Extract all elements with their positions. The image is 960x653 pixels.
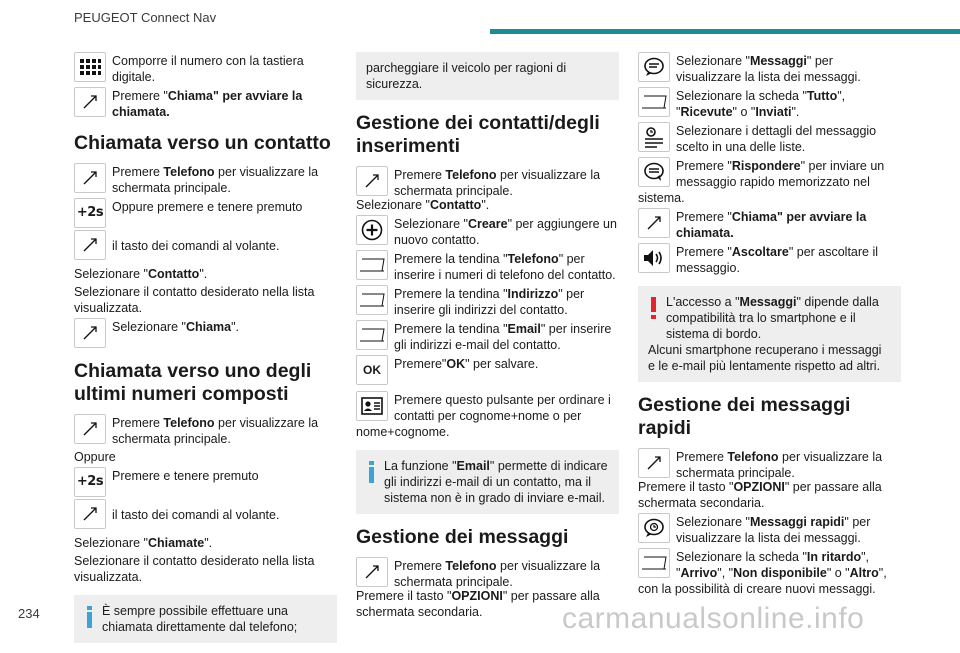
instruction-row	[638, 52, 901, 85]
instruction-text: Premere Telefono per visualizzare la schermata principale.	[112, 416, 319, 446]
long-press-icon: +2s	[74, 467, 106, 497]
instruction-row	[356, 391, 619, 424]
instruction-row	[638, 243, 901, 276]
instruction-text: il tasto dei comandi al volante.	[112, 239, 280, 253]
instruction-text: Selezionare i dettagli del messaggio scelto in una delle liste.	[676, 124, 877, 154]
info-note-continued	[356, 52, 619, 100]
instruction-row	[638, 87, 901, 120]
instruction-row	[356, 320, 619, 353]
instruction-row	[356, 215, 619, 248]
instruction-text: Comporre il numero con la tastiera digitale.	[112, 54, 304, 84]
instruction-text: Premere Telefono per visualizzare la schermata principale.	[394, 559, 601, 589]
paragraph: Selezionare "Contatto".	[356, 198, 490, 212]
instruction-row	[638, 208, 901, 241]
touch-icon	[74, 499, 106, 529]
dropdown-field-icon	[356, 320, 388, 350]
note-text: parcheggiare il veicolo per ragioni di sicurezza.	[366, 61, 567, 91]
touch-icon	[356, 557, 388, 587]
paragraph: Selezionare "Chiamate".	[74, 536, 213, 550]
tab-icon	[638, 87, 670, 117]
instruction-row	[74, 318, 337, 348]
paragraph: Premere il tasto "OPZIONI" per passare alla schermata secondaria.	[638, 480, 882, 510]
instruction-text: Premere la tendina "Email" per inserire gli indirizzi e-mail del contatto.	[394, 322, 612, 352]
instruction-text: Selezionare la scheda "Tutto", "Ricevute" o "Inviati".	[676, 89, 846, 119]
instruction-row	[638, 548, 901, 581]
instruction-text: il tasto dei comandi al volante.	[112, 508, 280, 522]
watermark: carmanualsonline.info	[562, 602, 865, 635]
section-heading: Gestione dei messaggi	[356, 526, 569, 548]
instruction-text: Premere "Rispondere" per inviare un messaggio rapido memorizzato nel	[676, 159, 885, 189]
touch-icon	[74, 414, 106, 444]
warning-icon	[650, 297, 658, 323]
header-accent-bar	[490, 29, 960, 34]
instruction-text: Premere "Chiama" per avviare la chiamata.	[112, 89, 303, 119]
instruction-text: Selezionare "Messaggi rapidi" per visualizzare la lista dei messaggi.	[676, 515, 871, 545]
instruction-row	[74, 52, 337, 85]
note-text: È sempre possibile effettuare una chiamata direttamente dal telefono;	[102, 604, 298, 634]
instruction-row	[74, 198, 337, 228]
message-details-icon	[638, 122, 670, 152]
instruction-row	[638, 513, 901, 546]
instruction-row	[638, 157, 901, 190]
instruction-text: Premere Telefono per visualizzare la schermata principale.	[112, 165, 319, 195]
section-heading: Chiamata verso uno degli ultimi numeri composti	[74, 360, 312, 405]
contact-card-icon	[356, 391, 388, 421]
info-note	[356, 450, 619, 514]
instruction-row	[356, 166, 619, 199]
paragraph: sistema.	[638, 191, 685, 205]
dropdown-field-icon	[356, 250, 388, 280]
column-2	[356, 52, 619, 622]
section-heading: Gestione dei contatti/degli inserimenti	[356, 112, 600, 157]
instruction-row	[638, 122, 901, 155]
touch-icon	[74, 318, 106, 348]
instruction-text: Premere Telefono per visualizzare la schermata principale.	[394, 168, 601, 198]
paragraph: Selezionare "Contatto".	[74, 267, 208, 281]
dropdown-field-icon	[356, 285, 388, 315]
instruction-text: Selezionare la scheda "In ritardo", "Arrivo", "Non disponibile" o "Altro",	[676, 550, 887, 580]
paragraph: nome+cognome.	[356, 425, 450, 439]
column-1	[74, 52, 337, 653]
keypad-icon	[74, 52, 106, 82]
touch-icon	[74, 230, 106, 260]
header-title: PEUGEOT Connect Nav	[74, 10, 217, 25]
instruction-text: Premere la tendina "Indirizzo" per inserire gli indirizzi del contatto.	[394, 287, 585, 317]
note-text: Alcuni smartphone recuperano i messaggi e le e-mail più lentamente rispetto ad altri.	[648, 343, 882, 373]
paragraph: Premere il tasto "OPZIONI" per passare alla schermata secondaria.	[356, 589, 600, 619]
tab-icon	[638, 548, 670, 578]
info-icon	[368, 461, 376, 487]
instruction-text: Selezionare "Chiama".	[112, 320, 240, 334]
instruction-text: Premere"OK" per salvare.	[394, 357, 539, 371]
touch-icon	[74, 163, 106, 193]
paragraph: con la possibilità di creare nuovi messaggi.	[638, 582, 876, 596]
instruction-row	[356, 250, 619, 283]
info-note	[74, 595, 337, 643]
instruction-row	[356, 355, 619, 385]
touch-icon	[356, 166, 388, 196]
quick-message-icon	[638, 513, 670, 543]
reply-message-icon	[638, 157, 670, 187]
instruction-row	[356, 285, 619, 318]
touch-icon	[74, 87, 106, 117]
instruction-row	[74, 230, 337, 260]
add-circle-icon	[356, 215, 388, 245]
info-icon	[86, 606, 94, 632]
touch-icon	[638, 448, 670, 478]
warning-note	[638, 286, 901, 382]
column-3	[638, 52, 901, 599]
instruction-text: Premere "Ascoltare" per ascoltare il messaggio.	[676, 245, 879, 275]
note-text: L'accesso a "Messaggi" dipende dalla compatibilità tra lo smartphone e il sistema di bordo.	[666, 295, 879, 341]
long-press-icon: +2s	[74, 198, 106, 228]
paragraph: Selezionare il contatto desiderato nella lista visualizzata.	[74, 554, 315, 584]
instruction-row	[74, 414, 337, 447]
section-heading: Chiamata verso un contatto	[74, 132, 331, 154]
instruction-row	[74, 163, 337, 196]
instruction-row	[74, 467, 337, 497]
instruction-text: Premere e tenere premuto	[112, 469, 259, 483]
instruction-row	[638, 448, 901, 481]
ok-icon: OK	[356, 355, 388, 385]
paragraph: Selezionare il contatto desiderato nella lista visualizzata.	[74, 285, 315, 315]
instruction-text: Premere "Chiama" per avviare la chiamata.	[676, 210, 867, 240]
message-icon	[638, 52, 670, 82]
page-number: 234	[18, 606, 40, 621]
paragraph: Oppure	[74, 450, 116, 464]
instruction-row	[74, 87, 337, 120]
instruction-text: Selezionare "Messaggi" per visualizzare la lista dei messaggi.	[676, 54, 861, 84]
instruction-text: Premere questo pulsante per ordinare i contatti per cognome+nome o per	[394, 393, 611, 423]
instruction-text: Premere la tendina "Telefono" per inserire i numeri di telefono del contatto.	[394, 252, 616, 282]
speaker-icon	[638, 243, 670, 273]
instruction-row	[356, 557, 619, 590]
instruction-row	[74, 499, 337, 529]
note-text: La funzione "Email" permette di indicare gli indirizzi e-mail di un contatto, ma il sistema non è in grado di inviare e-mail.	[384, 459, 608, 505]
instruction-text: Premere Telefono per visualizzare la schermata principale.	[676, 450, 883, 480]
instruction-text: Selezionare "Creare" per aggiungere un nuovo contatto.	[394, 217, 617, 247]
section-heading: Gestione dei messaggi rapidi	[638, 394, 851, 439]
touch-icon	[638, 208, 670, 238]
instruction-text: Oppure premere e tenere premuto	[112, 200, 303, 214]
